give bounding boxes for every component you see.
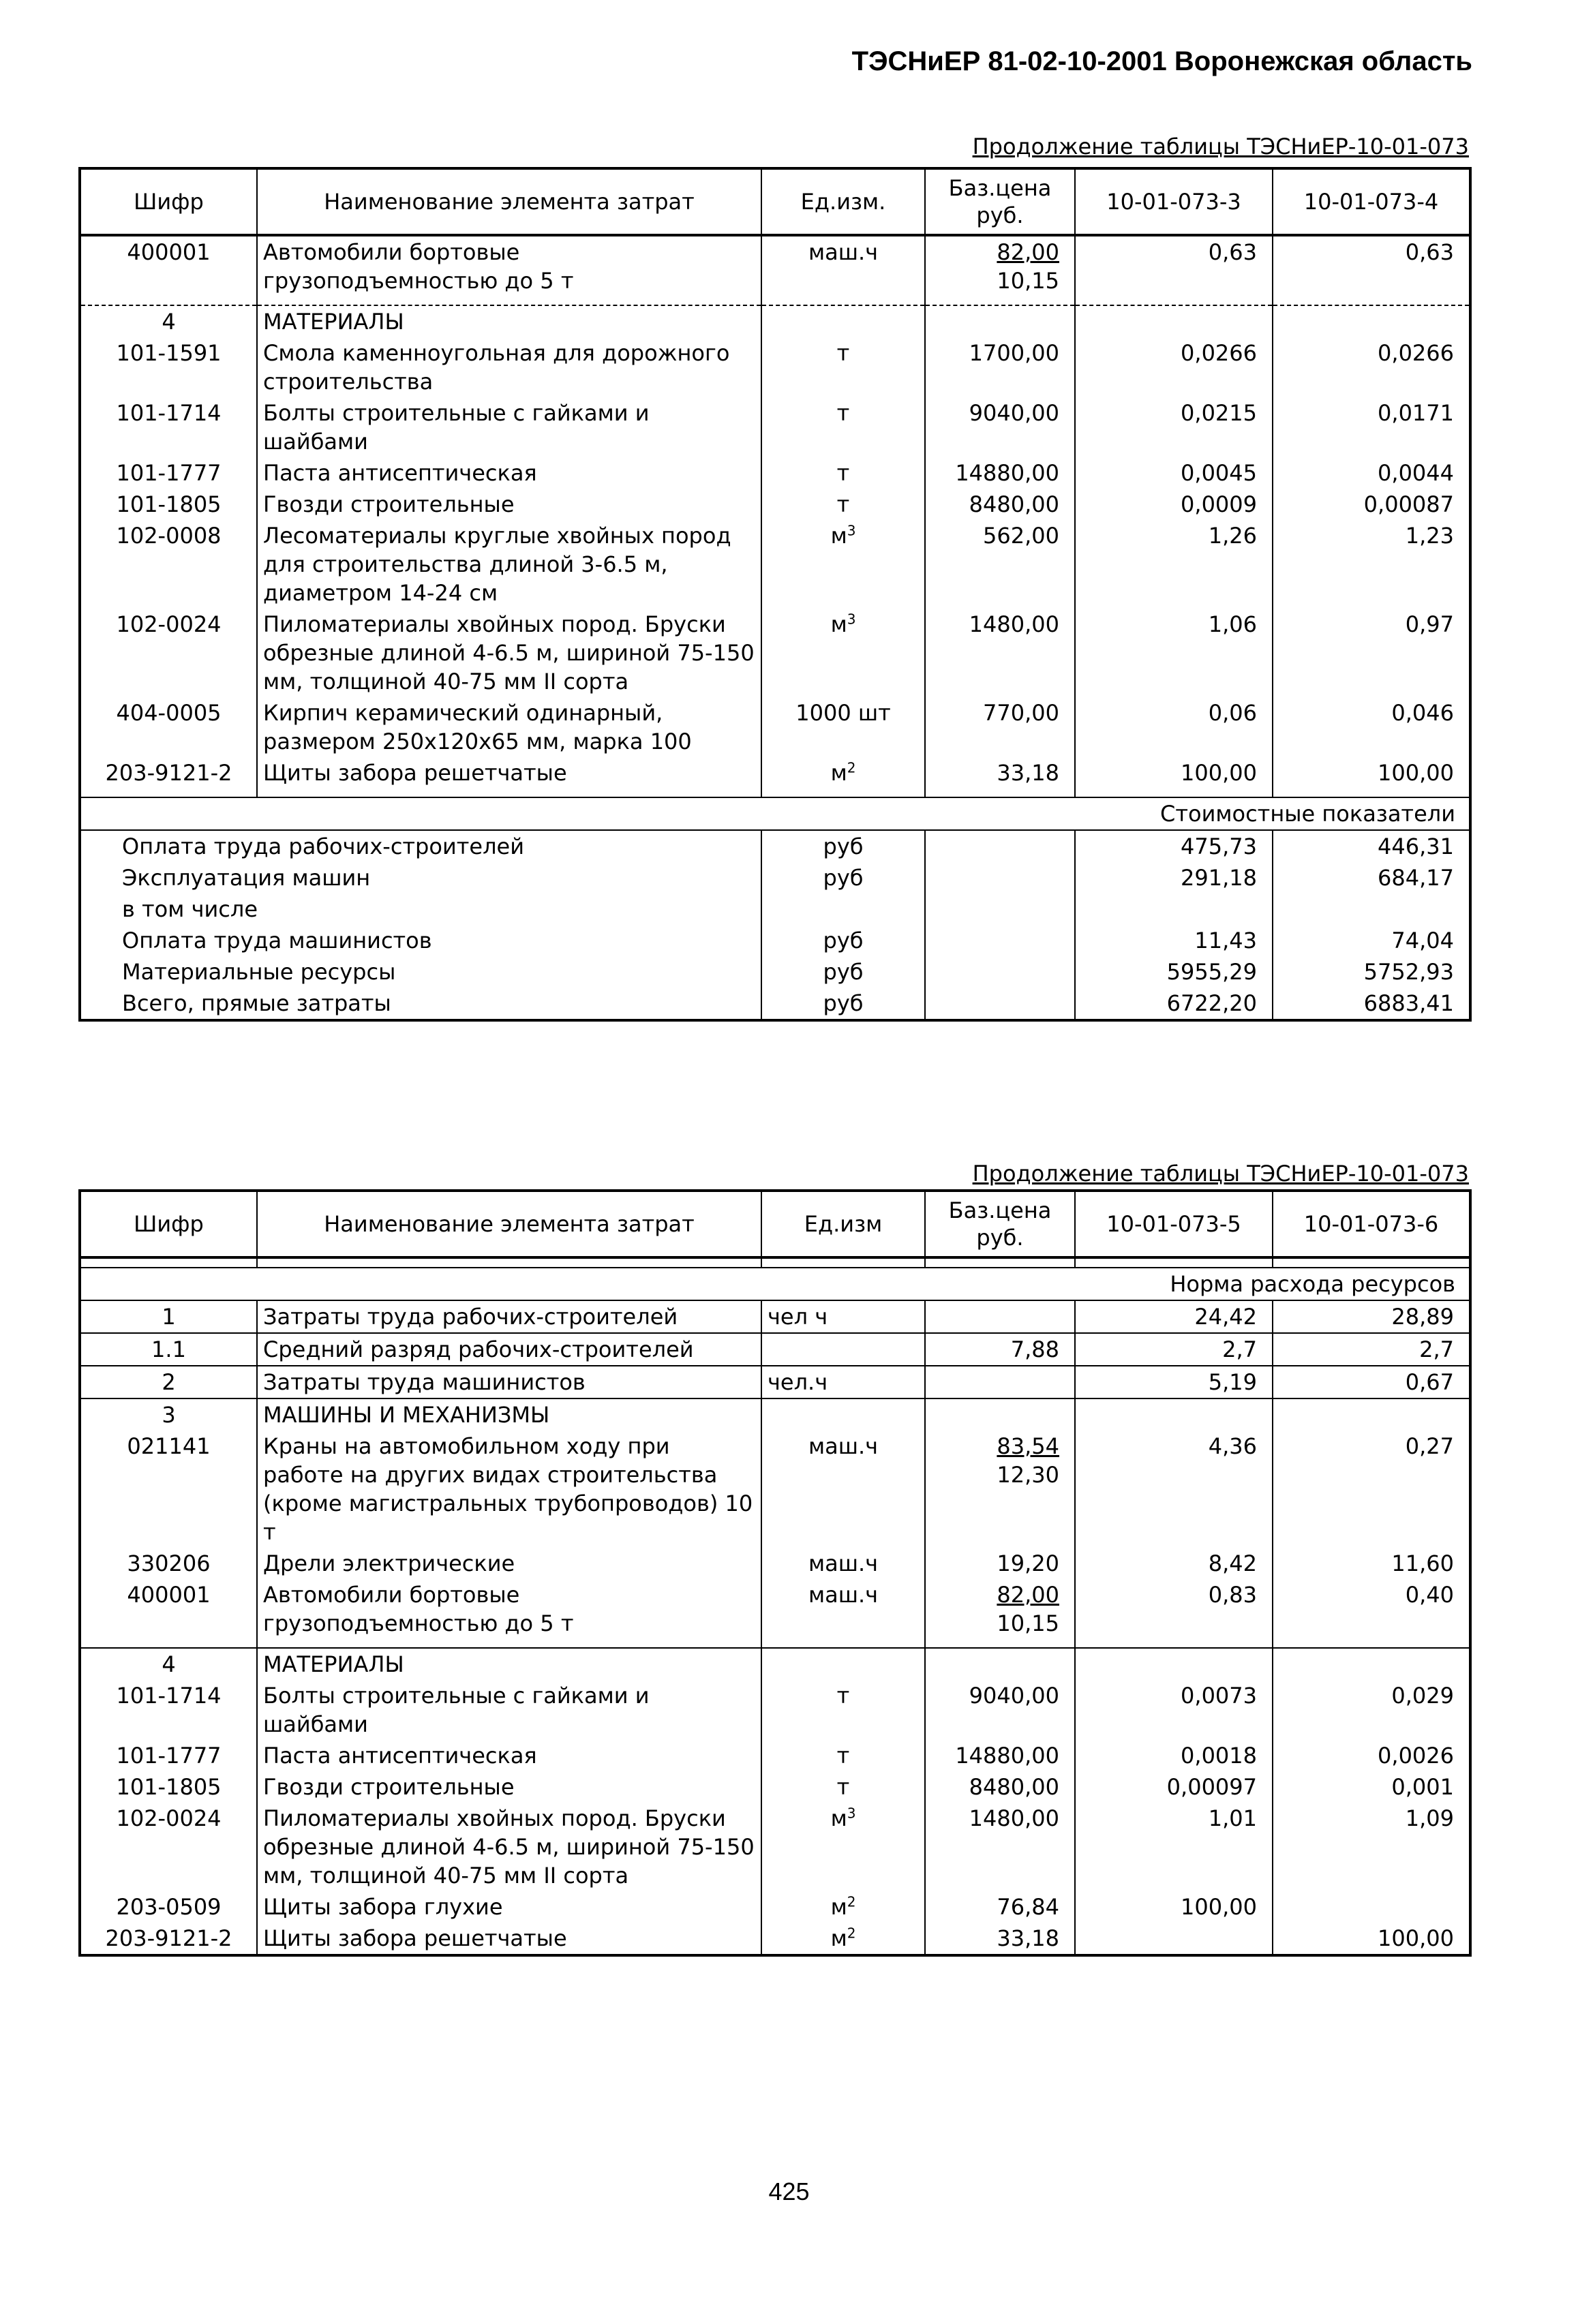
page-number: 425: [768, 2177, 810, 2205]
table-row: 2 Затраты труда машинистов чел.ч 5,19 0,67: [80, 1366, 1470, 1398]
norm-label-row: Норма расхода ресурсов: [80, 1268, 1470, 1300]
table-row: 101-1777 Паста антисептическая т 14880,00 0,0045 0,0044: [80, 457, 1470, 489]
table-row: 1.1 Средний разряд рабочих-строителей 7,88 2,7 2,7: [80, 1333, 1470, 1366]
col-header-norm-6: 10-01-073-6: [1273, 1191, 1470, 1257]
cost-row: Оплата труда рабочих-строителей руб 475,73 446,31: [80, 830, 1470, 862]
col-header-unit: Ед.изм.: [761, 168, 925, 235]
table1-resource-norms: [78, 167, 1472, 1022]
table-row: 101-1805 Гвозди строительные т 8480,00 0,00097 0,001: [80, 1771, 1470, 1803]
col-header-price: Баз.цена руб.: [925, 168, 1075, 235]
table-row: 101-1591 Смола каменноугольная для дорожного строительства т 1700,00 0,0266 0,0266: [80, 337, 1470, 397]
table-row: 101-1714 Болты строительные с гайками и шайбами т 9040,00 0,0073 0,029: [80, 1680, 1470, 1740]
table1-header-row: [80, 168, 1470, 235]
col-header-name: Наименование элемента затрат: [257, 168, 761, 235]
table-row: 400001 Автомобили бортовые грузоподъемностью до 5 т маш.ч 82,00 10,15 0,83 0,40: [80, 1579, 1470, 1639]
cost-row: Оплата труда машинистов руб 11,43 74,04: [80, 925, 1470, 956]
col-header-code: Шифр: [80, 168, 257, 235]
col-header-norm-2: 10-01-073-4: [1273, 168, 1470, 235]
table2-header-row: [80, 1191, 1470, 1257]
table2-resource-norms: [78, 1189, 1472, 1957]
section-row-materials: 4 МАТЕРИАЛЫ: [80, 1648, 1470, 1680]
table-row: 1 Затраты труда рабочих-строителей чел ч 24,42 28,89: [80, 1300, 1470, 1333]
table-row: 102-0008 Лесоматериалы круглые хвойных пород для строительства длиной 3-6.5 м, диаметром 14-24 см $м^3$ 562,00 1,26 1,23: [80, 520, 1470, 609]
table-row: 102-0024 Пиломатериалы хвойных пород. Бруски обрезные длиной 4-6.5 м, шириной 75-150 мм, толщиной 40-75 мм II сорта $м^3$ 1480,00 1,01 1,09: [80, 1803, 1470, 1891]
table-row: 330206 Дрели электрические маш.ч 19,20 8,42 11,60: [80, 1548, 1470, 1579]
table-row: 404-0005 Кирпич керамический одинарный, размером 250х120х65 мм, марка 100 1000 шт 770,00 0,06 0,046: [80, 697, 1470, 757]
document-title: ТЭСНиЕР 81-02-10-2001 Воронежская область: [851, 46, 1472, 76]
section-row-materials: 4 МАТЕРИАЛЫ: [80, 305, 1470, 337]
table1-continuation-label: Продолжение таблицы ТЭСНиЕР-10-01-073: [972, 134, 1469, 159]
table2-continuation-label: Продолжение таблицы ТЭСНиЕР-10-01-073: [972, 1161, 1469, 1187]
col-header-price: Баз.цена руб.: [925, 1191, 1075, 1257]
table-row: 101-1805 Гвозди строительные т 8480,00 0,0009 0,00087: [80, 489, 1470, 520]
table-row: 101-1777 Паста антисептическая т 14880,00 0,0018 0,0026: [80, 1740, 1470, 1771]
cost-row: Эксплуатация машин руб 291,18 684,17: [80, 862, 1470, 893]
col-header-code: Шифр: [80, 1191, 257, 1257]
table-row: 101-1714 Болты строительные с гайками и шайбами т 9040,00 0,0215 0,0171: [80, 397, 1470, 457]
cost-row: Всего, прямые затраты руб 6722,20 6883,41: [80, 988, 1470, 1020]
col-header-norm-5: 10-01-073-5: [1075, 1191, 1273, 1257]
col-header-name: Наименование элемента затрат: [257, 1191, 761, 1257]
cost-row: Материальные ресурсы руб 5955,29 5752,93: [80, 956, 1470, 988]
cost-indicators-label-row: Стоимостные показатели: [80, 797, 1470, 830]
col-header-norm-1: 10-01-073-3: [1075, 168, 1273, 235]
table-row: 203-9121-2 Щиты забора решетчатые $м^2$ 33,18 100,00: [80, 1923, 1470, 1955]
table-row: 400001 Автомобили бортовые грузоподъемностью до 5 т маш.ч 82,00 10,15 0,63 0,63: [80, 235, 1470, 296]
table-row: 021141 Краны на автомобильном ходу при работе на других видах строительства (кроме магистральных трубопроводов) 10 т маш.ч 83,54 12,30 4,36 0,27: [80, 1431, 1470, 1548]
col-header-unit: Ед.изм: [761, 1191, 925, 1257]
cost-row: в том числе: [80, 893, 1470, 925]
table-row: 203-9121-2 Щиты забора решетчатые $м^2$ 33,18 100,00 100,00: [80, 757, 1470, 789]
table-row: 102-0024 Пиломатериалы хвойных пород. Бруски обрезные длиной 4-6.5 м, шириной 75-150 мм, толщиной 40-75 мм II сорта $м^3$ 1480,00 1,06 0,97: [80, 609, 1470, 697]
table-row: 203-0509 Щиты забора глухие $м^2$ 76,84 100,00: [80, 1891, 1470, 1923]
section-row-machines: 3 МАШИНЫ И МЕХАНИЗМЫ: [80, 1398, 1470, 1431]
